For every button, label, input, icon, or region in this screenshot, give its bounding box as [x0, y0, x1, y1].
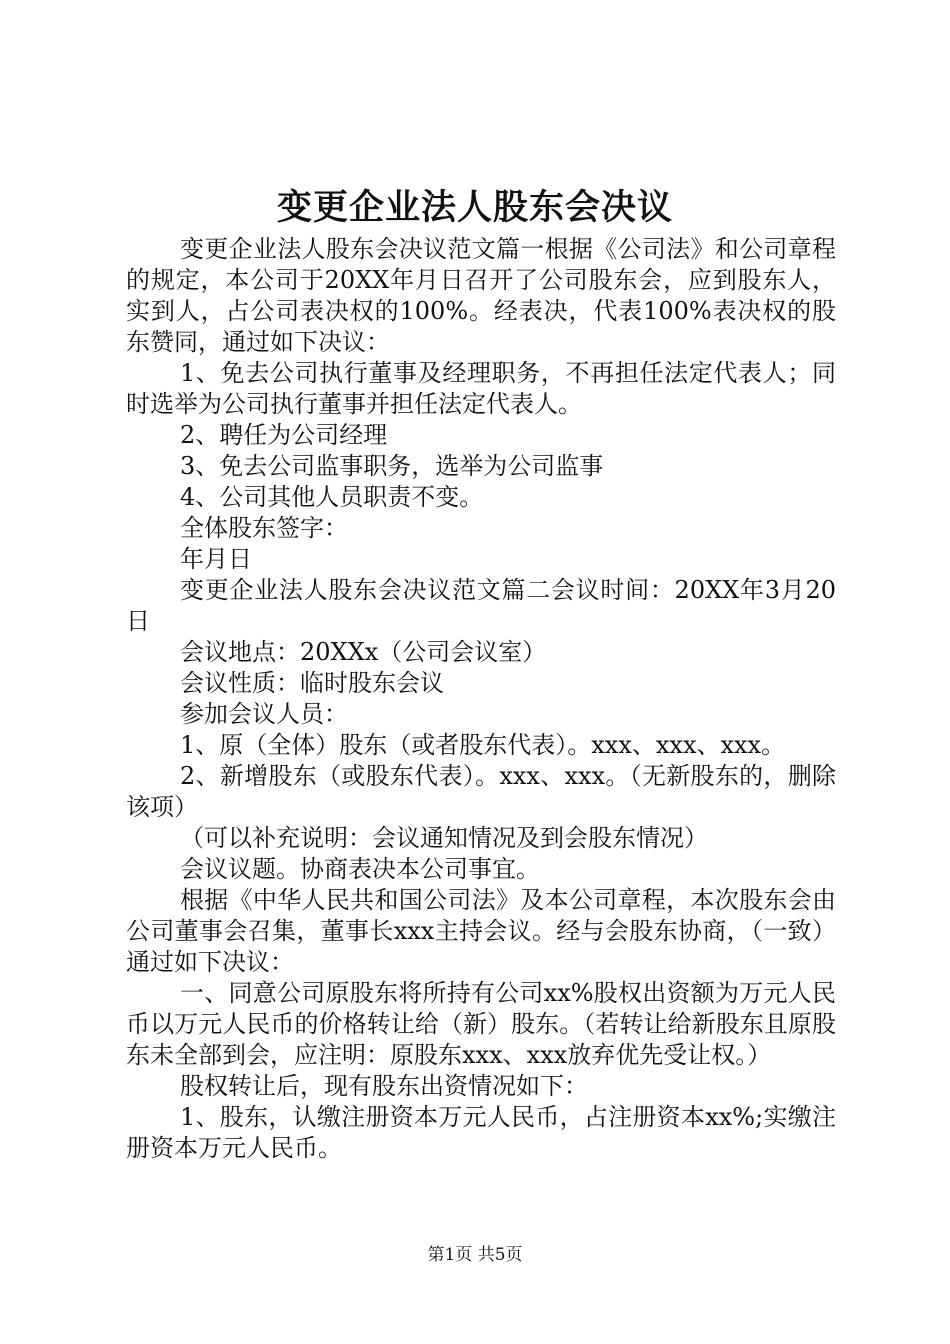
document-body	[126, 234, 836, 1164]
paragraph: 1、免去公司执行董事及经理职务，不再担任法定代表人；同时选举为公司执行董事并担任法定代表人。	[126, 359, 836, 418]
paragraph: 变更企业法人股东会决议范文篇一根据《公司法》和公司章程的规定，本公司于20XX年月日召开了公司股东会，应到股东人，实到人，占公司表决权的100%。经表决，代表100%表决权的股东赞同，通过如下决议：	[126, 235, 836, 356]
paragraph: 年月日	[180, 545, 252, 573]
paragraph: 会议性质：临时股东会议	[180, 669, 444, 697]
paragraph: 2、聘任为公司经理	[180, 421, 388, 449]
paragraph: 参加会议人员：	[180, 700, 348, 728]
paragraph: 股权转让后，现有股东出资情况如下：	[180, 1072, 588, 1100]
paragraph: 变更企业法人股东会决议范文篇二会议时间：20XX年3月20日	[126, 576, 836, 635]
paragraph: 1、股东，认缴注册资本万元人民币，占注册资本xx%;实缴注册资本万元人民币。	[126, 1103, 836, 1162]
paragraph: 1、原（全体）股东（或者股东代表）。xxx、xxx、xxx。	[180, 731, 786, 759]
paragraph: 根据《中华人民共和国公司法》及本公司章程，本次股东会由公司董事会召集，董事长xxx主持会议。经与会股东协商，（一致）通过如下决议：	[126, 886, 836, 976]
paragraph: 3、免去公司监事职务，选举为公司监事	[180, 452, 604, 480]
paragraph: 2、新增股东（或股东代表）。xxx、xxx。（无新股东的，删除该项）	[126, 762, 836, 821]
paragraph: （可以补充说明：会议通知情况及到会股东情况）	[180, 824, 708, 852]
paragraph: 会议地点：20XXx（公司会议室）	[180, 638, 547, 666]
document-title: 变更企业法人股东会决议	[276, 187, 673, 228]
page-footer: 第1页 共5页	[427, 1245, 523, 1265]
paragraph: 4、公司其他人员职责不变。	[180, 483, 484, 511]
paragraph: 会议议题。协商表决本公司事宜。	[180, 855, 540, 883]
paragraph: 全体股东签字：	[180, 514, 348, 542]
paragraph: 一、同意公司原股东将所持有公司xx%股权出资额为万元人民币以万元人民币的价格转让给（新）股东。（若转让给新股东且原股东未全部到会，应注明：原股东xxx、xxx放弃优先受让权。）	[126, 979, 836, 1069]
